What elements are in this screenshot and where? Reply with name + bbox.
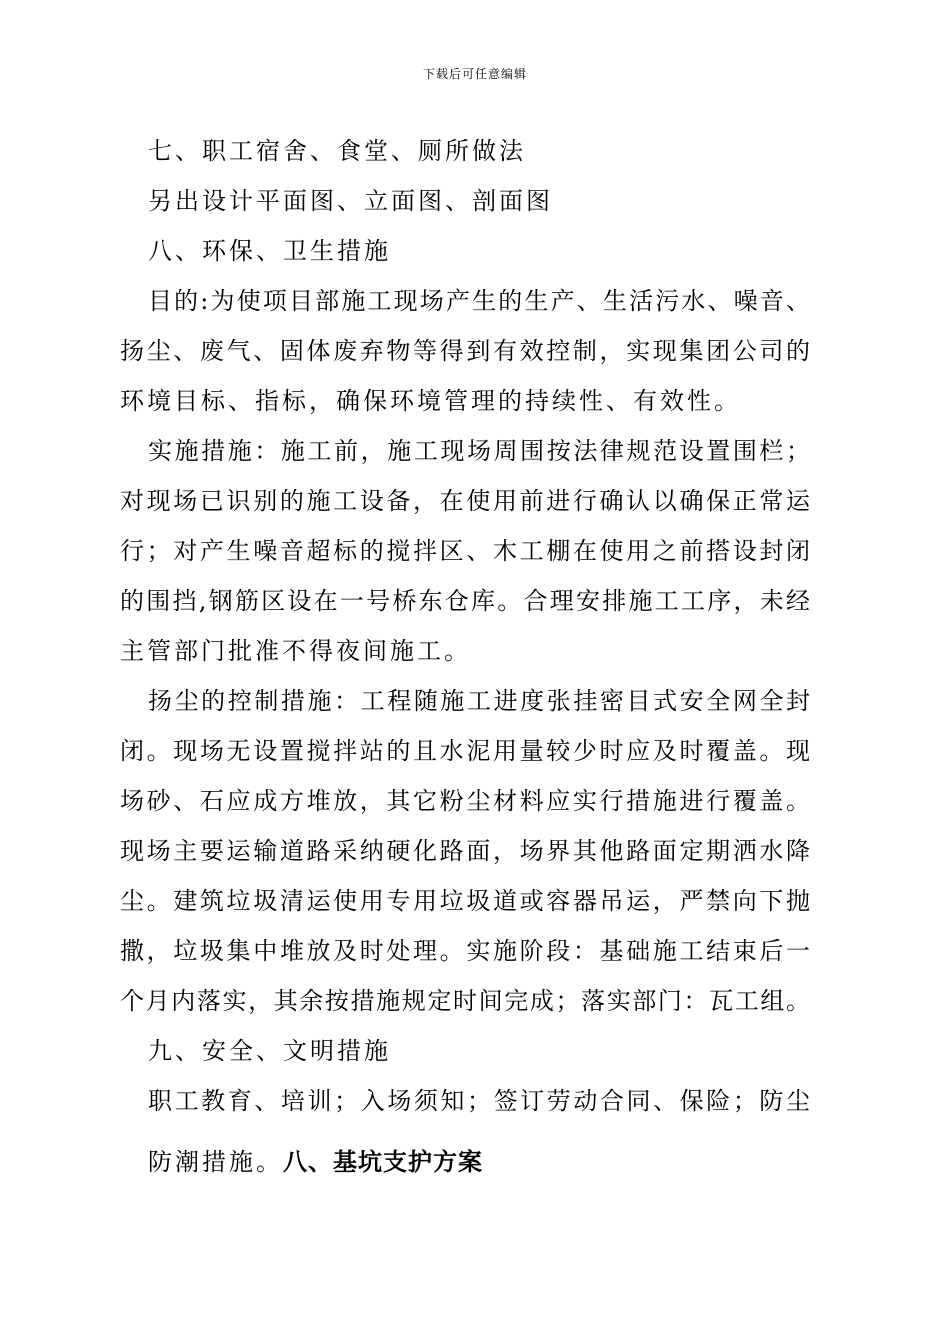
text-line: 扬尘的控制措施：工程随施工进度张挂密目式安全网全封 [148,687,810,715]
section-heading-8: 八、环保、卫生措施 [148,237,391,265]
page-header: 下载后可任意编辑 [422,67,527,81]
document-body [120,126,810,1198]
text-line: 职工教育、培训；入场须知；签订劳动合同、保险；防尘 [148,1087,810,1115]
last-line-text: 防潮措施。 [148,1148,283,1176]
text-line: 撒，垃圾集中堆放及时处理。实施阶段：基础施工结束后一 [120,937,810,965]
text-line: 场砂、石应成方堆放，其它粉尘材料应实行措施进行覆盖。 [120,787,810,815]
text-line: 主管部门批准不得夜间施工。 [120,637,471,665]
text-line: 实施措施：施工前，施工现场周围按法律规范设置围栏； [148,437,810,465]
last-line [120,1126,810,1198]
text-line: 个月内落实，其余按措施规定时间完成；落实部门：瓦工组。 [120,987,810,1015]
text-line: 对现场已识别的施工设备，在使用前进行确认以确保正常运 [120,487,810,515]
text-line: 目的:为使项目部施工现场产生的生产、生活污水、噪音、 [148,287,810,315]
text-line: 行；对产生噪音超标的搅拌区、木工棚在使用之前搭设封闭 [120,537,810,565]
section-heading-7: 七、职工宿舍、食堂、厕所做法 [148,137,526,165]
text-line: 另出设计平面图、立面图、剖面图 [148,187,553,215]
text-line: 尘。建筑垃圾清运使用专用垃圾道或容器吊运，严禁向下抛 [120,887,810,915]
text-line: 环境目标、指标，确保环境管理的持续性、有效性。 [120,387,741,415]
text-line: 扬尘、废气、固体废弃物等得到有效控制，实现集团公司的 [120,337,810,365]
section-heading-9: 九、安全、文明措施 [148,1037,391,1065]
text-line: 的围挡,钢筋区设在一号桥东仓库。合理安排施工工序，未经 [120,587,810,615]
text-line: 现场主要运输道路采纳硬化路面，场界其他路面定期洒水降 [120,837,810,865]
text-line: 闭。现场无设置搅拌站的且水泥用量较少时应及时覆盖。现 [120,737,810,765]
section-heading-foundation: 八、基坑支护方案 [283,1148,483,1176]
